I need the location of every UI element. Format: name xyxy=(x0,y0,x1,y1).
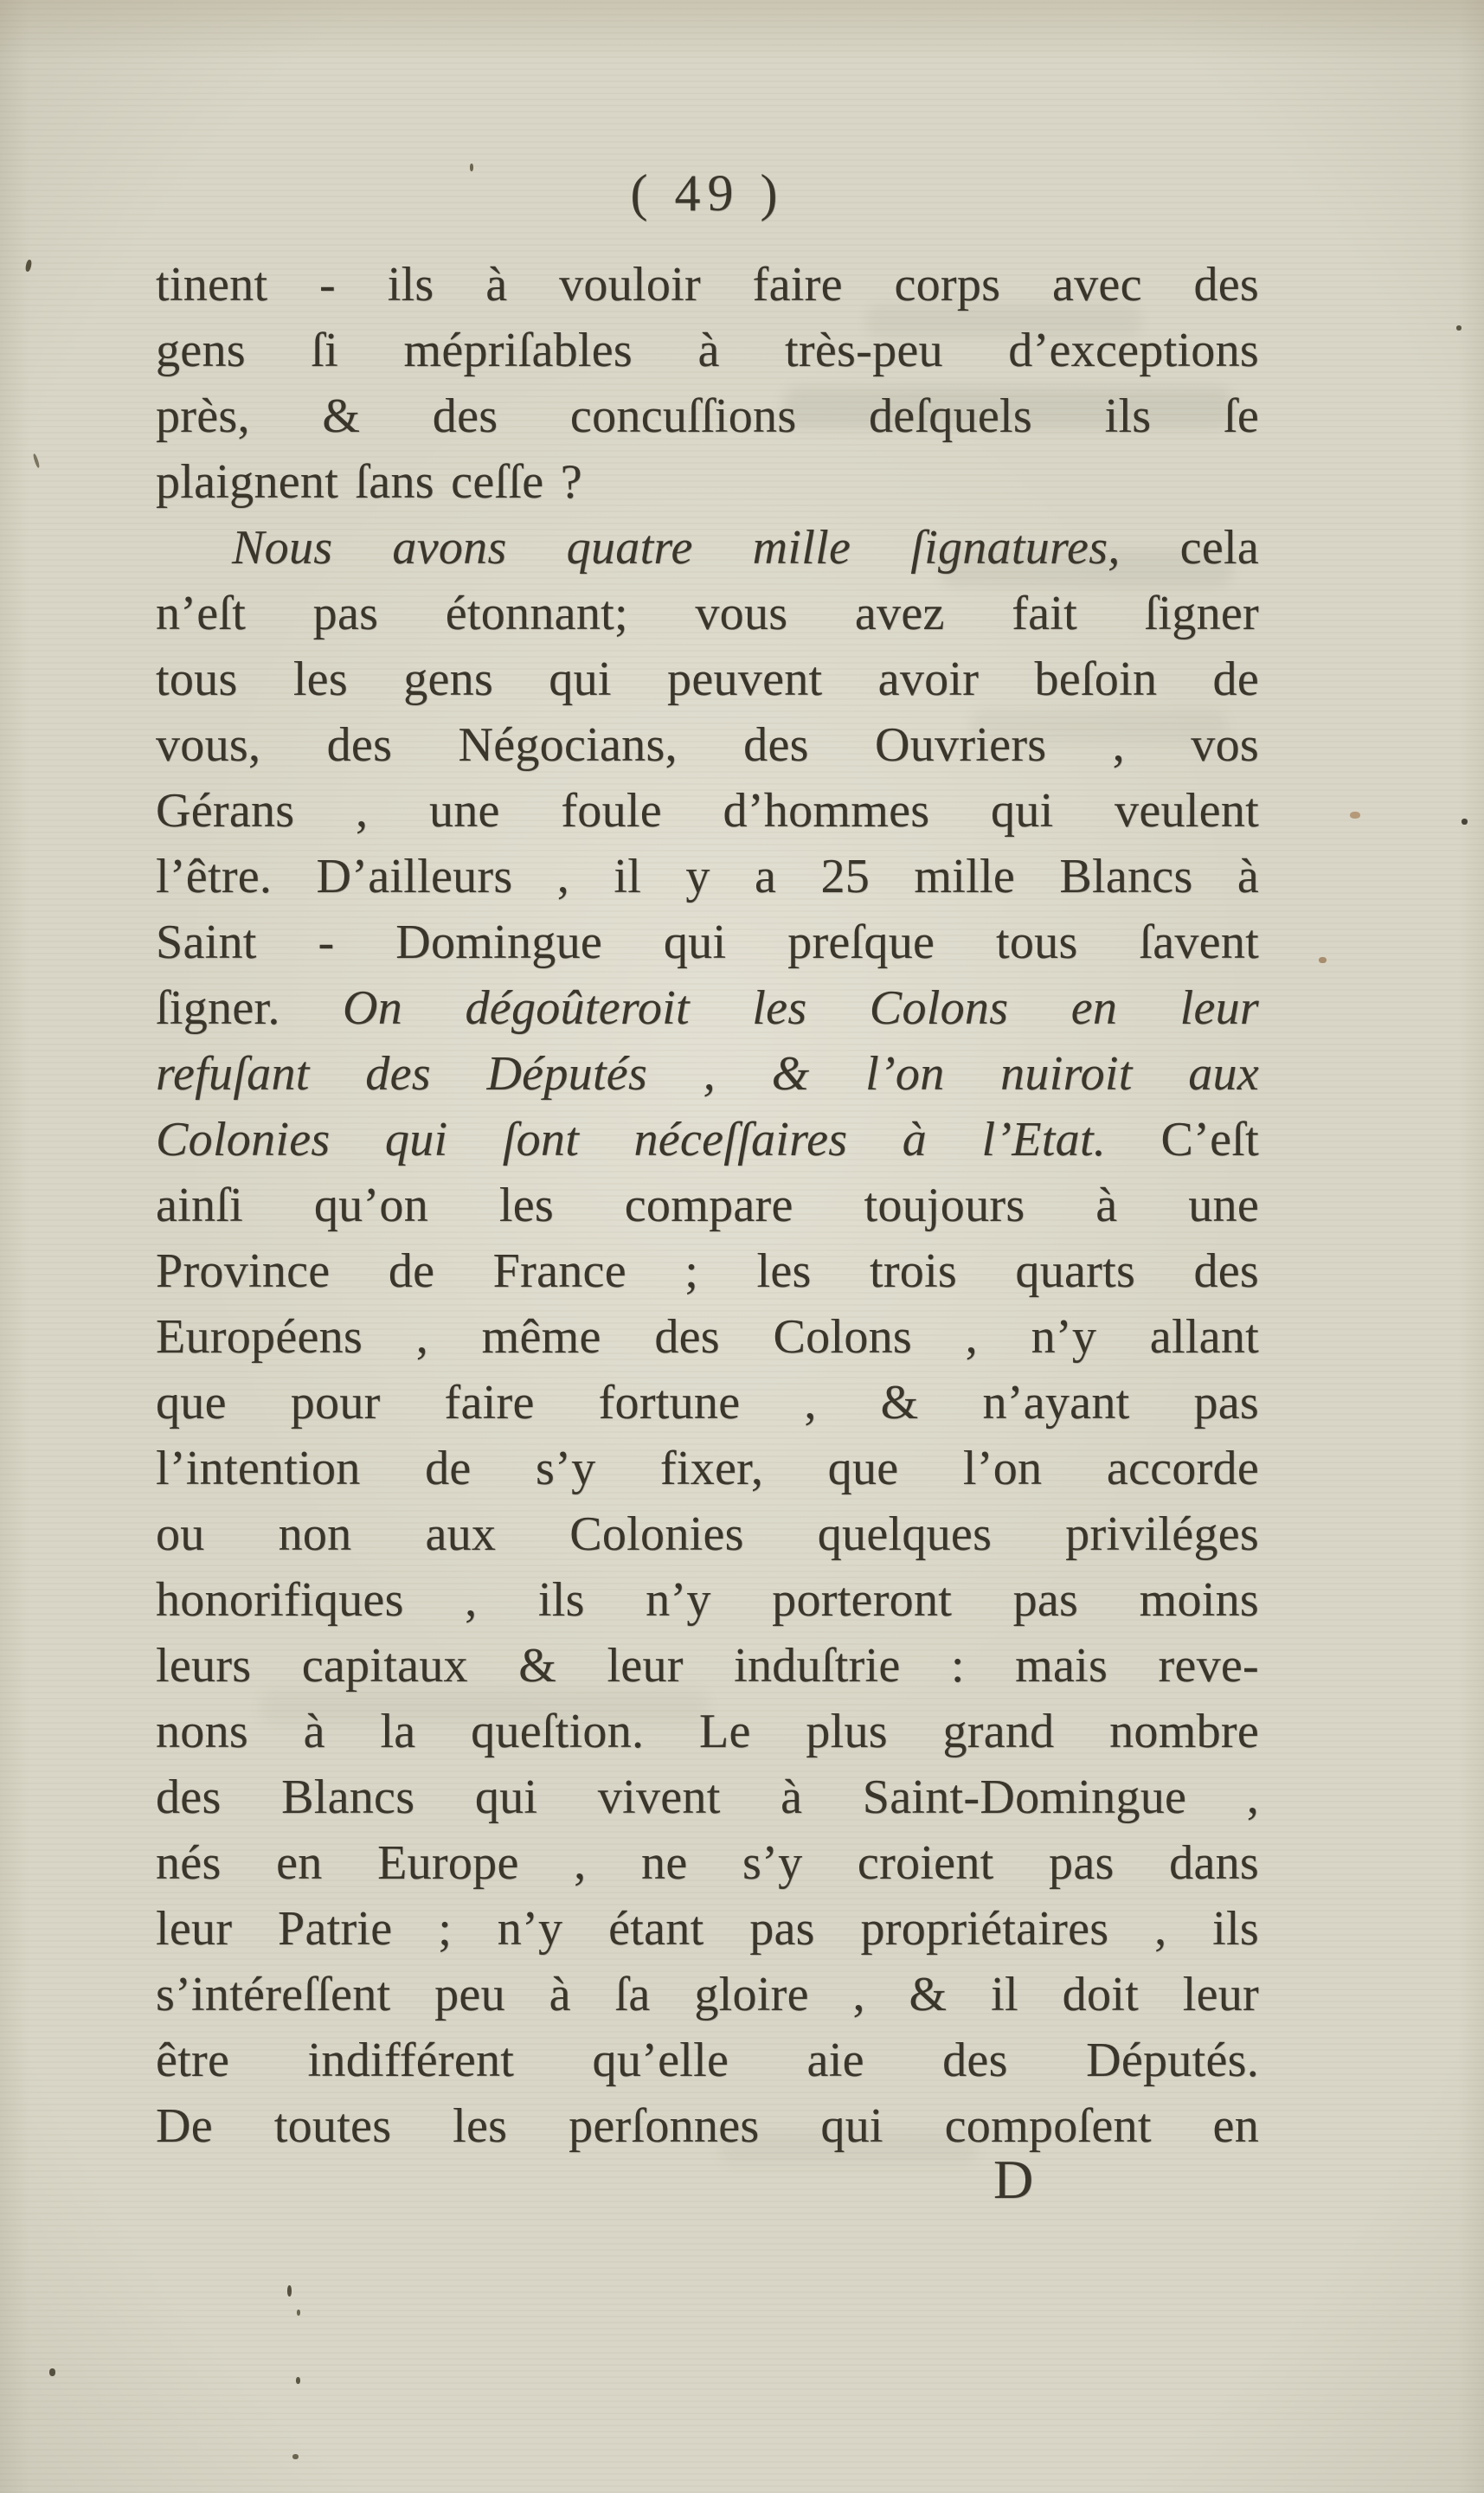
catchword: D xyxy=(993,2149,1034,2210)
text-line xyxy=(156,1830,1259,1896)
text-segment: De toutes les perſonnes qui compoſent en xyxy=(156,2099,1259,2153)
text-line xyxy=(156,581,1259,646)
text-line xyxy=(156,1173,1259,1238)
text-segment: près, & des concuſſions deſquels ils ſe xyxy=(156,389,1259,443)
text-line xyxy=(156,909,1259,975)
text-line xyxy=(156,712,1259,778)
text-line xyxy=(156,975,1259,1041)
text-line xyxy=(156,646,1259,712)
paper-speck xyxy=(297,2310,300,2316)
text-segment: cela xyxy=(1120,521,1260,575)
text-line xyxy=(156,515,1259,581)
text-line xyxy=(156,318,1259,383)
paper-speck xyxy=(296,2377,300,2384)
text-segment: C’eſt xyxy=(1106,1113,1259,1166)
page-number: ( 49 ) xyxy=(630,164,785,222)
text-line xyxy=(156,1962,1259,2027)
text-segment: Saint - Domingue qui preſque tous ſavent xyxy=(156,916,1259,969)
text-line xyxy=(156,1501,1259,1567)
text-segment: être indifférent qu’elle aie des Députés. xyxy=(156,2034,1259,2087)
text-line xyxy=(156,1436,1259,1501)
text-segment: nons à la queſtion. Le plus grand nombre xyxy=(156,1705,1259,1758)
text-segment: tinent - ils à vouloir faire corps avec des xyxy=(156,258,1259,312)
text-segment: honorifiques , ils n’y porteront pas moins xyxy=(156,1573,1259,1627)
italic-text-segment: On dégoûteroit les Colons en leur xyxy=(343,981,1259,1035)
text-segment: nés en Europe , ne s’y croient pas dans xyxy=(156,1836,1259,1890)
paper-speck xyxy=(1456,325,1462,331)
text-segment: que pour faire fortune , & n’ayant pas xyxy=(156,1376,1259,1430)
text-segment: ainſi qu’on les compare toujours à une xyxy=(156,1179,1259,1232)
text-segment: Européens , même des Colons , n’y allant xyxy=(156,1310,1259,1364)
text-segment: leurs capitaux & leur induſtrie : mais reve- xyxy=(156,1639,1259,1693)
text-line xyxy=(156,1107,1259,1173)
text-line xyxy=(156,778,1259,844)
paper-speck xyxy=(287,2285,292,2297)
paper-speck xyxy=(1350,812,1360,819)
text-segment: leur Patrie ; n’y étant pas propriétaires , ils xyxy=(156,1902,1259,1956)
text-segment: ou non aux Colonies quelques priviléges xyxy=(156,1507,1259,1561)
text-segment: Province de France ; les trois quarts des xyxy=(156,1244,1259,1298)
text-line xyxy=(156,2093,1259,2159)
text-line xyxy=(156,1238,1259,1304)
text-line xyxy=(156,1633,1259,1699)
text-segment: s’intéreſſent peu à ſa gloire , & il doit leur xyxy=(156,1968,1259,2021)
text-line xyxy=(156,1370,1259,1436)
text-line xyxy=(156,383,1259,449)
paper-speck xyxy=(1319,957,1327,963)
italic-text-segment: Nous avons quatre mille ſignatures, xyxy=(232,521,1121,575)
text-line xyxy=(156,449,1259,515)
text-segment: l’intention de s’y fixer, que l’on accorde xyxy=(156,1442,1259,1495)
text-line xyxy=(156,1041,1259,1107)
text-line xyxy=(156,1567,1259,1633)
paper-speck xyxy=(49,2368,55,2376)
italic-text-segment: refuſant des Députés , & l’on nuiroit aux xyxy=(156,1047,1259,1101)
text-segment: tous les gens qui peuvent avoir beſoin de xyxy=(156,652,1259,706)
text-segment: vous, des Négocians, des Ouvriers , vos xyxy=(156,718,1259,772)
text-segment: ſigner. xyxy=(156,981,344,1035)
text-segment: Gérans , une foule d’hommes qui veulent xyxy=(156,784,1259,838)
italic-text-segment: Colonies qui ſont néceſſaires à l’Etat. xyxy=(156,1113,1107,1166)
text-line xyxy=(156,1304,1259,1370)
text-line xyxy=(156,252,1259,318)
text-segment: gens ſi mépriſables à très-peu d’exceptions xyxy=(156,324,1259,377)
text-line xyxy=(156,1896,1259,1962)
paper-speck xyxy=(1462,819,1468,825)
text-line xyxy=(156,1699,1259,1764)
paper-speck xyxy=(470,164,473,171)
text-segment: n’eſt pas étonnant; vous avez fait ſigner xyxy=(156,587,1259,640)
text-segment: l’être. D’ailleurs , il y a 25 mille Blancs à xyxy=(156,850,1259,903)
paper-speck xyxy=(25,260,33,273)
paper-speck xyxy=(32,453,40,468)
text-segment: des Blancs qui vivent à Saint-Domingue , xyxy=(156,1770,1259,1824)
text-line xyxy=(156,844,1259,909)
page-text xyxy=(156,252,1259,2159)
text-line xyxy=(156,2027,1259,2093)
text-line xyxy=(156,1764,1259,1830)
paper-speck xyxy=(292,2454,299,2459)
text-segment: plaignent ſans ceſſe ? xyxy=(156,455,582,509)
